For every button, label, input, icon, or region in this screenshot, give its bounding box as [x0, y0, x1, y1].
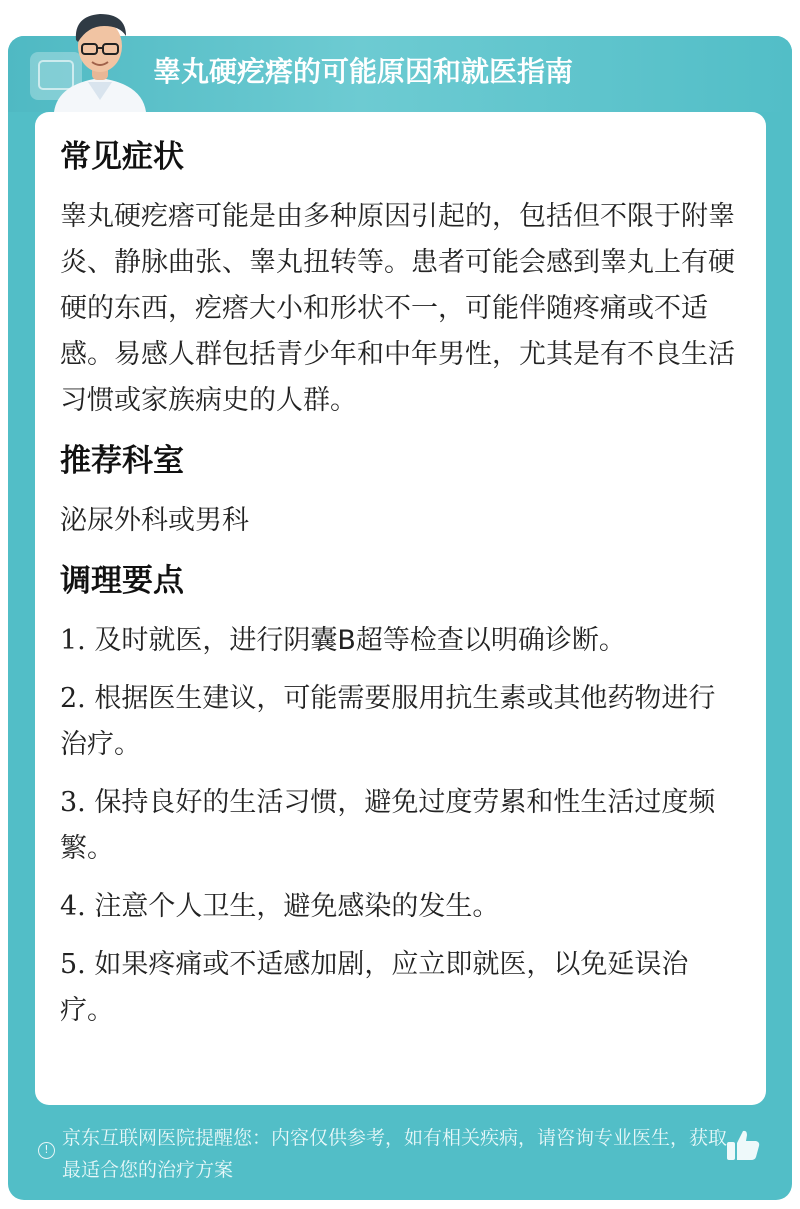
list-number: 5. — [60, 949, 86, 980]
department-heading: 推荐科室 — [60, 443, 184, 479]
list-number: 1. — [60, 625, 86, 656]
department-text: 泌尿外科或男科 — [60, 505, 249, 536]
symptoms-heading: 常见症状 — [60, 139, 184, 175]
list-item — [60, 618, 741, 664]
list-item — [60, 780, 741, 872]
list-text: 保持良好的生活习惯，避免过度劳累和性生活过度频繁。 — [60, 787, 716, 864]
symptoms-text: 睾丸硬疙瘩可能是由多种原因引起的，包括但不限于附睾炎、静脉曲张、睾丸扭转等。患者可能会感到睾丸上有硬硬的东西，疙瘩大小和形状不一，可能伴随疼痛或不适感。易感人群包括青少年和中年男性，尤其是有不良生活习惯或家族病史的人群。 — [60, 201, 735, 416]
list-item — [60, 676, 741, 768]
list-item — [60, 942, 741, 1034]
thumbs-up-icon[interactable] — [724, 1126, 762, 1164]
list-text: 根据医生建议，可能需要服用抗生素或其他药物进行治疗。 — [60, 683, 716, 760]
list-number: 4. — [60, 891, 86, 922]
info-icon: ! — [38, 1142, 55, 1159]
disclaimer-text: 京东互联网医院提醒您：内容仅供参考，如有相关疾病，请咨询专业医生，获取最适合您的治疗方案 — [62, 1127, 728, 1181]
list-item — [60, 884, 741, 930]
list-text: 如果疼痛或不适感加剧，应立即就医，以免延误治疗。 — [60, 949, 689, 1026]
list-text: 注意个人卫生，避免感染的发生。 — [85, 891, 500, 922]
list-number: 3. — [60, 787, 86, 818]
list-text: 及时就医，进行阴囊B超等检查以明确诊断。 — [85, 625, 626, 656]
care-heading: 调理要点 — [60, 563, 184, 599]
disclaimer-footer — [38, 1122, 758, 1190]
content-panel — [35, 112, 766, 1105]
doctor-avatar — [44, 6, 156, 112]
page-title: 睾丸硬疙瘩的可能原因和就医指南 — [153, 55, 574, 88]
list-number: 2. — [60, 683, 86, 714]
